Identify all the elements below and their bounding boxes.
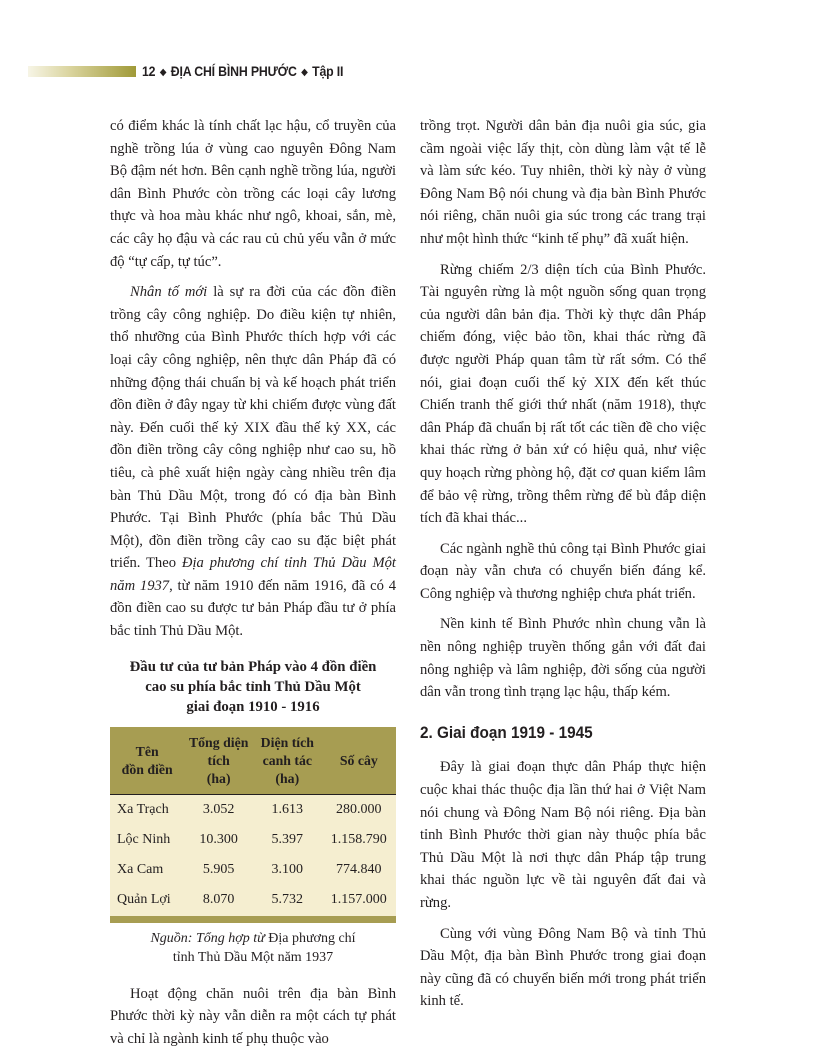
table-title-line: giai đoạn 1910 - 1916	[186, 698, 320, 715]
table-title-line: Đầu tư của tư bản Pháp vào 4 đồn điền	[129, 658, 377, 675]
paragraph-new-factor	[110, 281, 396, 643]
cell-cultivated-area: 3.100	[271, 861, 304, 877]
table-row	[110, 794, 396, 825]
table-source-note	[110, 929, 396, 967]
paragraph-text: , từ năm 1910 đến năm 1916, đã có 4 đồn điền cao su được tư bản Pháp đầu tư ở phía bắc tỉnh Thủ Dầu Một.	[110, 577, 396, 640]
left-column	[110, 115, 396, 1058]
running-head-text	[142, 63, 343, 79]
cell-name: Xa Trạch	[117, 801, 169, 817]
cell-trees: 774.840	[336, 861, 382, 877]
diamond-separator-icon: ◆	[301, 67, 308, 78]
italic-reference: Địa phương chí tỉnh Thủ Dầu Một năm 1937	[110, 555, 396, 594]
paragraph: Rừng chiếm 2/3 diện tích của Bình Phước. Tài nguyên rừng là một nguồn sống quan trọng của người dân bản địa. Thời kỳ thực dân Pháp chiếm đóng, việc bảo tồn, khai thác rừng đã được người Pháp quan tâm từ rất sớm. Có thể nói, giai đoạn cuối thế kỷ XIX đến kết thúc Chiến tranh thế giới thứ nhất (năm 1918), thực dân Pháp đã chuẩn bị rất tốt các tiền đề cho việc khai thác rừng ở bản xứ có hiệu quả, như việc quy hoạch rừng phòng hộ, đặt cơ quan kiểm lâm để bảo vệ rừng, trồng thêm rừng để bù đắp diện tích đã khai thác...	[420, 261, 706, 527]
diamond-separator-icon: ◆	[159, 67, 167, 78]
volume-label: Tập II	[312, 63, 344, 79]
running-head	[0, 62, 371, 80]
header-plantation-name: Tên đồn điền	[110, 727, 184, 795]
table-title-line: cao su phía bắc tỉnh Thủ Dầu Một	[145, 678, 361, 695]
paragraph-text: là sự ra đời của các đồn điền trồng cây công nghiệp. Do điều kiện tự nhiên, thổ nhưỡng của Bình Phước thích hợp với các loại cây công nghiệp, nên thực dân Pháp đã có những động thái chuẩn bị và kế hoạch phát triển đồn điền ở đây ngay từ khi chiếm được vùng đất này. Đến cuối thế kỷ XIX đầu thế kỷ XX, các đồn điền trồng cây công nghiệp như cao su, hồ tiêu, cà phê xuất hiện ngày càng nhiều trên địa bàn Thủ Dầu Một, trong đó có địa bàn Bình Phước. Tại Bình Phước (phía bắc Thủ Dầu Một), đồn điền trồng cây cao su đặc biệt phát triển. Theo	[110, 284, 397, 572]
source-text: tỉnh Thủ Dầu Một năm 1937	[172, 949, 334, 965]
plantation-table	[110, 727, 396, 916]
table-row	[110, 825, 396, 855]
paragraph: có điểm khác là tính chất lạc hậu, cổ truyền của nghề trồng lúa ở vùng cao nguyên Đông Nam Bộ đậm nét hơn. Bên cạnh nghề trồng lúa, người dân Bình Phước còn trồng các loại cây lương thực và hoa màu khác như ngô, khoai, sắn, mè, các cây họ đậu và các rau củ chủ yếu vẫn ở mức độ “tự cấp, tự túc”.	[110, 118, 396, 270]
cell-total-area: 3.052	[202, 801, 235, 817]
source-italic: Nguồn: Tổng hợp từ	[150, 930, 265, 946]
paragraph: Các ngành nghề thủ công tại Bình Phước giai đoạn này vẫn chưa có chuyển biến đáng kể. Công nghiệp và thương nghiệp chưa phát triển.	[420, 540, 706, 602]
cell-cultivated-area: 5.397	[271, 831, 304, 847]
right-column	[420, 115, 706, 1021]
cell-total-area: 8.070	[202, 891, 235, 907]
cell-name: Lộc Ninh	[117, 831, 171, 847]
paragraph: Đây là giai đoạn thực dân Pháp thực hiện cuộc khai thác thuộc địa lần thứ hai ở Việt Nam nói chung và Đông Nam Bộ nói riêng. Địa bàn tỉnh Bình Phước thời gian này thuộc phía bắc Thủ Dầu Một là nơi thực dân Pháp tập trung khai thác nguồn lực về tài nguyên đất đai và rừng.	[420, 759, 706, 911]
table-row	[110, 855, 396, 885]
cell-total-area: 5.905	[202, 861, 235, 877]
table-footer-bar	[110, 916, 396, 923]
cell-cultivated-area: 5.732	[271, 891, 304, 907]
header-tree-count: Số cây	[322, 727, 396, 795]
paragraph: Nền kinh tế Bình Phước nhìn chung vẫn là nền nông nghiệp truyền thống gắn với đất đai nông nghiệp và lâm nghiệp, đời sống của người dân vẫn trong tình trạng lạc hậu, thấp kém.	[420, 616, 706, 701]
cell-name: Xa Cam	[117, 861, 164, 877]
cell-trees: 1.157.000	[330, 891, 387, 907]
page-number: 12	[142, 63, 156, 79]
table-header-row	[110, 727, 396, 795]
header-gradient-bar	[28, 66, 136, 77]
header-cultivated-area: Diện tích canh tác (ha)	[253, 727, 322, 795]
cell-name: Quản Lợi	[117, 891, 171, 907]
paragraph: Cùng với vùng Đông Nam Bộ và tỉnh Thủ Dầu Một, địa bàn Bình Phước trong giai đoạn này cũng đã có chuyển biến mới trong phát triển kinh tế.	[420, 925, 706, 1010]
cell-trees: 1.158.790	[330, 831, 387, 847]
paragraph: Hoạt động chăn nuôi trên địa bàn Bình Phước thời kỳ này vẫn diễn ra một cách tự phát và chỉ là ngành kinh tế phụ thuộc vào	[110, 985, 396, 1047]
italic-lead: Nhân tố mới	[130, 284, 208, 301]
section-heading: 2. Giai đoạn 1919 - 1945	[420, 722, 593, 742]
cell-cultivated-area: 1.613	[271, 801, 304, 817]
table-row	[110, 885, 396, 916]
paragraph: trồng trọt. Người dân bản địa nuôi gia súc, gia cầm ngoài việc lấy thịt, còn dùng làm vật tế lễ và làm sức kéo. Tuy nhiên, thời kỳ này ở vùng Đông Nam Bộ nói chung và địa bàn Bình Phước nói riêng, chăn nuôi gia súc trong các trang trại như một hình thức “kinh tế phụ” đã xuất hiện.	[420, 118, 706, 247]
book-title: ĐỊA CHÍ BÌNH PHƯỚC	[170, 63, 297, 79]
cell-trees: 280.000	[336, 801, 382, 817]
source-text: Địa phương chí	[264, 930, 356, 946]
header-total-area: Tổng diện tích (ha)	[184, 727, 253, 795]
table-title	[110, 657, 396, 717]
cell-total-area: 10.300	[199, 831, 238, 847]
